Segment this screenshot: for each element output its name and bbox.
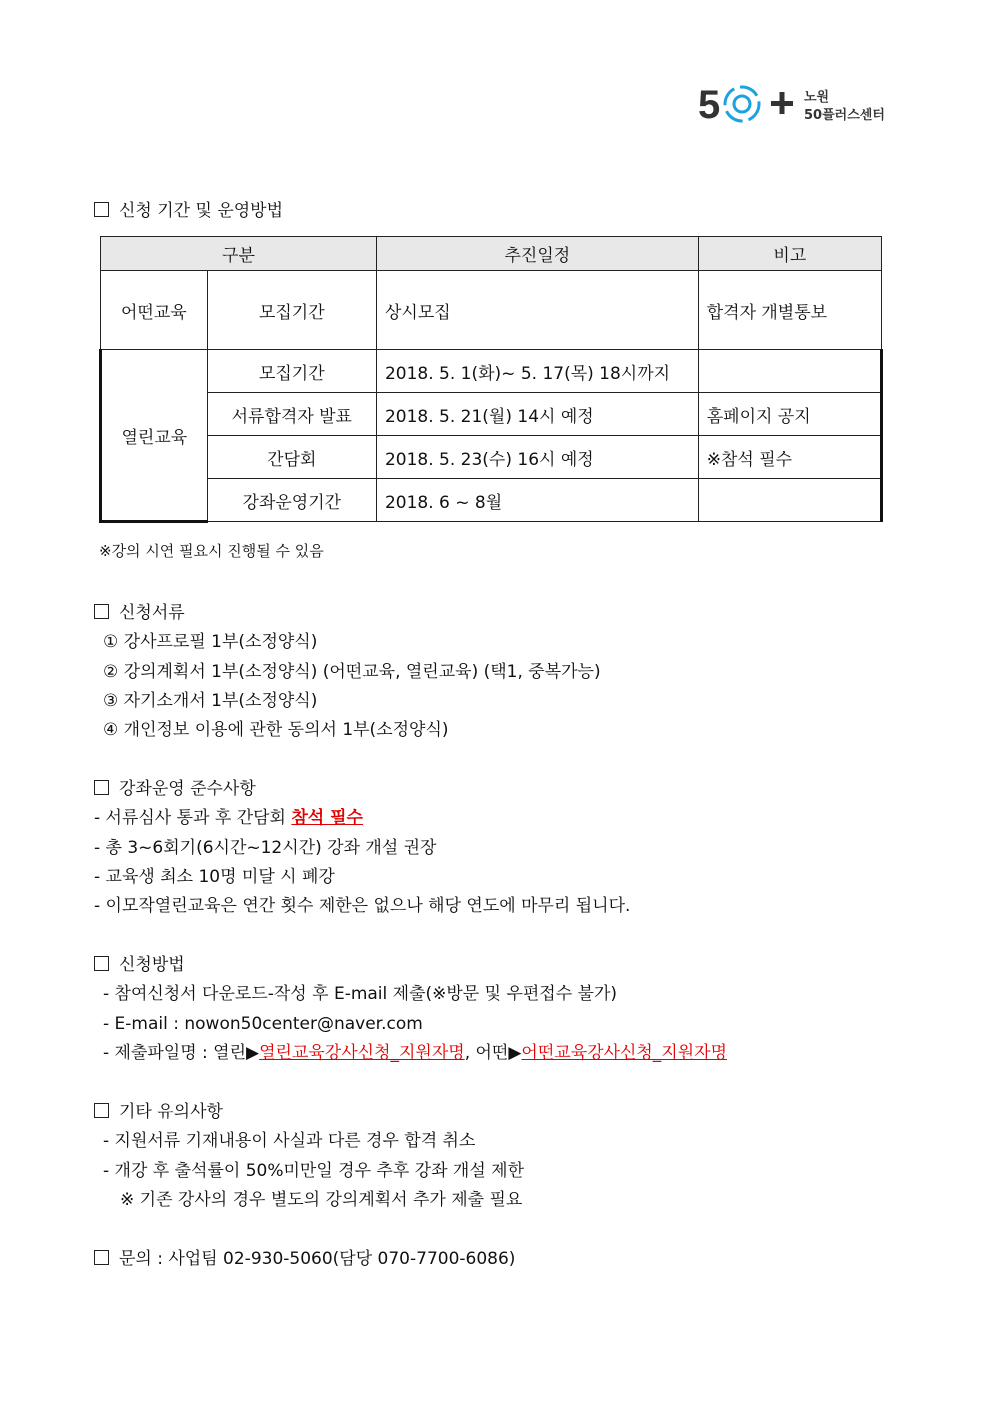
checkbox-icon — [94, 202, 109, 217]
list-item: ① 강사프로필 1부(소정양식) — [103, 632, 318, 652]
item-cell: 모집기간 — [207, 271, 376, 350]
attendance-required-text: 참석 필수 — [291, 808, 363, 828]
group-cell: 열린교육 — [101, 350, 208, 522]
checkbox-icon — [94, 1250, 109, 1265]
header-category: 구분 — [101, 237, 377, 271]
section-period-heading: 신청 기간 및 운영방법 — [94, 200, 283, 222]
list-item: - 제출파일명 : 열린▶열린교육강사신청_지원자명, 어떤▶어떤교육강사신청_지원자명 — [103, 1043, 727, 1063]
table-row — [101, 271, 882, 350]
list-item: ④ 개인정보 이용에 관한 동의서 1부(소정양식) — [103, 720, 449, 740]
list-item: - 지원서류 기재내용이 사실과 다른 경우 합격 취소 — [103, 1131, 476, 1151]
table-header-row — [101, 237, 882, 271]
center-logo — [698, 82, 898, 126]
filename-open: 열린교육강사신청_지원자명 — [259, 1043, 465, 1063]
section-documents-heading: 신청서류 — [94, 602, 185, 624]
note-cell — [698, 350, 881, 393]
schedule-table — [99, 236, 883, 523]
table-footnote: ※강의 시연 필요시 진행될 수 있음 — [99, 542, 324, 560]
list-item: - 교육생 최소 10명 미달 시 폐강 — [94, 867, 335, 887]
logo-text-line2: 50플러스센터 — [804, 108, 885, 123]
list-item: - 이모작열린교육은 연간 횟수 제한은 없으나 해당 연도에 마무리 됩니다. — [94, 896, 631, 916]
list-item: - 서류심사 통과 후 간담회 참석 필수 — [94, 808, 363, 828]
note-cell: ※참석 필수 — [698, 436, 881, 479]
item-cell: 서류합격자 발표 — [207, 393, 376, 436]
table-row — [101, 350, 882, 393]
checkbox-icon — [94, 1103, 109, 1118]
note-cell — [698, 479, 881, 522]
schedule-cell: 상시모집 — [376, 271, 698, 350]
list-item: ② 강의계획서 1부(소정양식) (어떤교육, 열린교육) (택1, 중복가능) — [103, 662, 601, 682]
svg-text:5: 5 — [698, 83, 721, 126]
group-cell: 어떤교육 — [101, 271, 208, 350]
section-rules-heading: 강좌운영 준수사항 — [94, 778, 256, 800]
item-cell: 모집기간 — [207, 350, 376, 393]
section-notes-heading: 기타 유의사항 — [94, 1101, 223, 1123]
logo-text-line1: 노원 — [804, 90, 830, 105]
table-row — [101, 479, 882, 522]
note-cell: 홈페이지 공지 — [698, 393, 881, 436]
section-contact-heading: 문의 : 사업팀 02-930-5060(담당 070-7700-6086) — [94, 1248, 515, 1270]
header-schedule: 추진일정 — [376, 237, 698, 271]
checkbox-icon — [94, 604, 109, 619]
table-row — [101, 436, 882, 479]
table-row — [101, 393, 882, 436]
checkbox-icon — [94, 956, 109, 971]
schedule-cell: 2018. 5. 23(수) 16시 예정 — [376, 436, 698, 479]
schedule-cell: 2018. 6 ~ 8월 — [376, 479, 698, 522]
item-cell: 간담회 — [207, 436, 376, 479]
filename-which: 어떤교육강사신청_지원자명 — [521, 1043, 727, 1063]
note-cell: 합격자 개별통보 — [698, 271, 881, 350]
item-cell: 강좌운영기간 — [207, 479, 376, 522]
list-item: - 개강 후 출석률이 50%미만일 경우 추후 강좌 개설 제한 — [103, 1161, 524, 1181]
schedule-cell: 2018. 5. 21(월) 14시 예정 — [376, 393, 698, 436]
list-item: - 참여신청서 다운로드-작성 후 E-mail 제출(※방문 및 우편접수 불가) — [103, 984, 618, 1004]
checkbox-icon — [94, 780, 109, 795]
list-item: ③ 자기소개서 1부(소정양식) — [103, 691, 318, 711]
header-note: 비고 — [698, 237, 881, 271]
list-item: - E-mail : nowon50center@naver.com — [103, 1014, 423, 1034]
list-item: - 총 3~6회기(6시간~12시간) 강좌 개설 권장 — [94, 838, 437, 858]
schedule-cell: 2018. 5. 1(화)~ 5. 17(목) 18시까지 — [376, 350, 698, 393]
list-item: ※ 기존 강사의 경우 별도의 강의계획서 추가 제출 필요 — [120, 1190, 523, 1210]
section-method-heading: 신청방법 — [94, 954, 185, 976]
